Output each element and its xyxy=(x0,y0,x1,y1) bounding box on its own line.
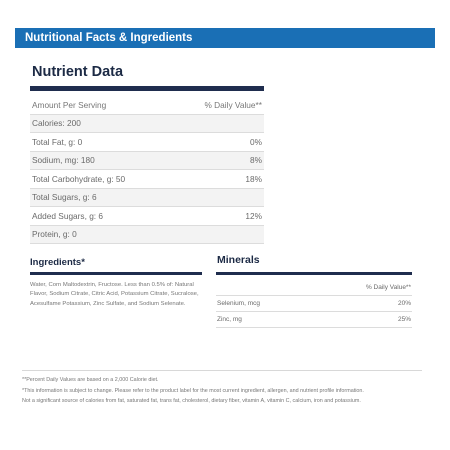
mineral-value: 20% xyxy=(397,300,411,307)
minerals-title-divider xyxy=(216,272,412,275)
footnote-disclaimer: *This information is subject to change. Please refer to the product label for the most current ingredient, allergen, and nutrient profile information. xyxy=(22,387,364,394)
nutrient-row-total-sugars xyxy=(30,189,264,208)
nutrient-label: Total Sugars, g: 6 xyxy=(32,192,97,203)
nutrient-row-total-carbohydrate xyxy=(30,170,264,189)
nutrient-value: 18% xyxy=(245,173,262,184)
nutrient-value: 0% xyxy=(250,136,262,147)
mineral-label: Zinc, mg xyxy=(217,316,242,323)
footnotes xyxy=(22,375,426,407)
mineral-label: Selenium, mcg xyxy=(217,300,260,307)
minerals-table-header xyxy=(216,280,412,296)
nutrient-label: Protein, g: 0 xyxy=(32,229,77,240)
footnote-not-significant: Not a significant source of calories from fat, saturated fat, trans fat, cholesterol, dietary fiber, vitamin A, vitamin C, calcium, iron and potassium. xyxy=(22,398,361,404)
nutrient-table-header xyxy=(30,96,264,115)
nutrient-label: Added Sugars, g: 6 xyxy=(32,210,104,221)
nutrient-value: 12% xyxy=(245,210,262,221)
ingredients-text: Water, Corn Maltodextrin, Fructose. Less than 0.5% of: Natural Flavor, Sodium Citrate, Citric Acid, Potassium Citrate, Sucralose, Acesulfame Potassium, Zinc Sulfate, and Sodium Selenate. xyxy=(30,282,199,307)
footnote-daily-values: **Percent Daily Values are based on a 2,000 Calorie diet. xyxy=(22,377,159,383)
daily-value-header: % Daily Value** xyxy=(204,99,262,110)
nutrient-row-added-sugars xyxy=(30,207,264,226)
nutrient-label: Total Carbohydrate, g: 50 xyxy=(32,173,126,184)
minerals-daily-value-header: % Daily Value** xyxy=(365,284,411,291)
mineral-row-zinc xyxy=(216,312,412,328)
minerals-table xyxy=(216,280,412,328)
nutrient-row-calories xyxy=(30,115,264,134)
nutrient-row-sodium xyxy=(30,152,264,171)
mineral-row-selenium xyxy=(216,296,412,312)
footnotes-divider xyxy=(22,370,422,371)
section-header: Nutritional Facts & Ingredients xyxy=(15,28,435,48)
nutrient-label: Calories: 200 xyxy=(32,118,81,129)
minerals-title: Minerals xyxy=(217,254,260,266)
amount-per-serving-label: Amount Per Serving xyxy=(32,99,107,110)
nutrient-row-total-fat xyxy=(30,133,264,152)
nutrient-data-title: Nutrient Data xyxy=(32,64,124,80)
nutrient-row-protein xyxy=(30,226,264,245)
nutrient-title-divider xyxy=(30,86,264,91)
nutrient-label: Sodium, mg: 180 xyxy=(32,155,95,166)
nutrient-label: Total Fat, g: 0 xyxy=(32,136,83,147)
nutrient-value: 8% xyxy=(250,155,262,166)
ingredients-title: Ingredients* xyxy=(30,257,85,268)
ingredients-title-divider xyxy=(30,272,202,275)
mineral-value: 25% xyxy=(397,316,411,323)
nutrient-table xyxy=(30,96,264,244)
